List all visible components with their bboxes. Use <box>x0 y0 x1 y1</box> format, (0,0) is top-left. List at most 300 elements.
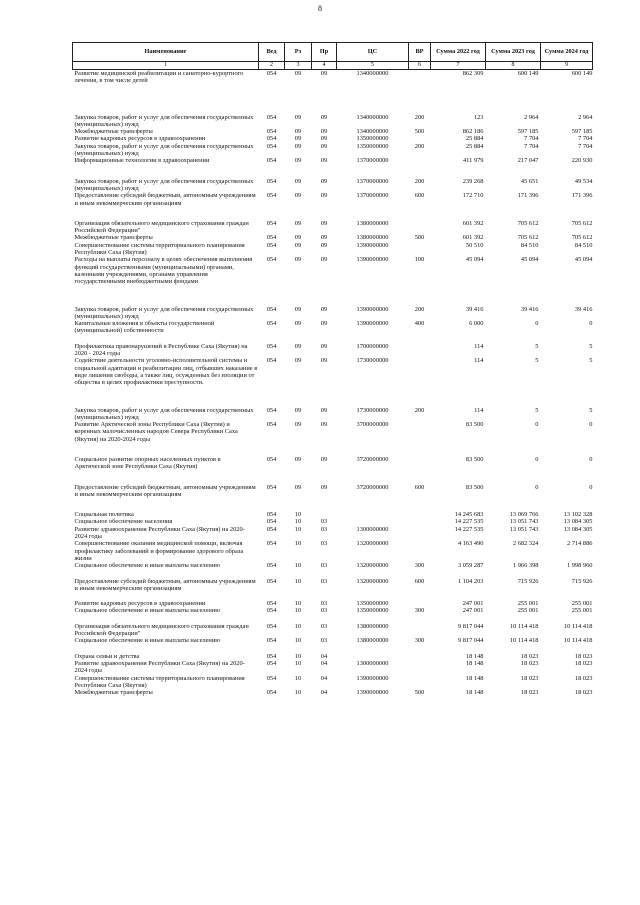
row-name: Расходы на выплаты персоналу в целях обеспечения выполнения функций государственными (муниципальными) органами, казенными учреждениями, органами управления государственными внебюджетными фондами <box>74 256 253 286</box>
row-cs: 1390000000 <box>356 241 389 249</box>
row-ved: 054 <box>266 622 277 630</box>
row-sum-2023: 18 023 <box>520 674 539 682</box>
row-cs: 1380000000 <box>356 219 389 227</box>
row-vr: 200 <box>414 406 425 414</box>
row-pr: 09 <box>320 177 328 185</box>
row-sum-2022: 411 979 <box>462 157 484 165</box>
row-vr: 600 <box>414 577 425 585</box>
row-sum-2023: 13 069 766 <box>509 511 539 519</box>
row-sum-2023: 45 651 <box>520 177 539 185</box>
row-ved: 054 <box>266 577 277 585</box>
table-row <box>73 540 593 562</box>
row-rz: 10 <box>294 689 302 697</box>
column-number: 2 <box>259 62 285 70</box>
row-rz: 09 <box>294 157 302 165</box>
row-vr <box>409 511 431 518</box>
row-sum-2023: 1 966 398 <box>512 562 539 570</box>
row-vr: 300 <box>414 637 425 645</box>
table-row <box>73 157 593 164</box>
column-number: 6 <box>409 62 431 70</box>
row-vr <box>409 135 431 142</box>
row-ved: 054 <box>266 305 277 313</box>
row-sum-2022: 18 148 <box>465 674 484 682</box>
row-sum-2023: 45 094 <box>520 256 539 264</box>
row-rz: 10 <box>294 562 302 570</box>
row-vr: 500 <box>414 234 425 242</box>
header-name: Наименование <box>73 43 259 62</box>
row-sum-2022: 3 059 287 <box>457 562 484 570</box>
row-spacer <box>73 443 593 456</box>
row-pr: 09 <box>320 256 328 264</box>
column-number: 4 <box>312 62 337 70</box>
row-spacer <box>73 615 593 623</box>
row-sum-2024: 10 114 418 <box>563 622 593 630</box>
row-cs: 1390000000 <box>356 320 389 328</box>
row-sum-2023: 39 416 <box>520 305 539 313</box>
row-pr: 03 <box>320 600 328 608</box>
row-ved: 054 <box>266 674 277 682</box>
row-rz: 09 <box>294 177 302 185</box>
row-spacer <box>73 645 593 653</box>
row-name: Информационные технологии в здравоохранении <box>74 157 210 165</box>
table-row <box>73 242 593 257</box>
row-rz: 09 <box>294 455 302 463</box>
header-rz: Рз <box>285 43 312 62</box>
header-sum-2022: Сумма 2022 год <box>431 43 486 62</box>
table-row <box>73 526 593 541</box>
row-vr: 600 <box>414 483 425 491</box>
row-ved: 054 <box>266 192 277 200</box>
row-name: Социальное развитие опорных населенных пунктов в Арктической зоне Республики Саха (Якутия) <box>74 455 221 471</box>
row-sum-2024: 1 998 960 <box>566 562 593 570</box>
row-name: Развитие Арктической зоны Республики Саха (Якутия) и коренных малочисленных народов Севера Республики Саха (Якутия) на 2020-2024 годы <box>74 421 238 443</box>
row-vr <box>409 600 431 607</box>
row-sum-2024: 7 704 <box>578 135 593 143</box>
row-sum-2024: 7 704 <box>578 142 593 150</box>
row-vr: 200 <box>414 305 425 313</box>
row-name: Совершенствование оказания медицинской помощи, включая профилактику заболеваний и формирование здорового образа жизни <box>74 540 244 562</box>
row-rz: 09 <box>294 256 302 264</box>
row-cs: 1390000000 <box>356 256 389 264</box>
table-row <box>73 518 593 525</box>
row-sum-2022: 123 <box>473 113 484 121</box>
row-sum-2024: 597 185 <box>571 128 593 136</box>
row-rz: 09 <box>294 70 302 77</box>
row-name: Развитие медицинской реабилитации и санаторно-курортного лечения, в том числе детей <box>74 70 244 85</box>
row-cs: 1350000000 <box>356 607 389 615</box>
table-row <box>73 600 593 607</box>
row-spacer-cell <box>73 471 593 484</box>
row-vr <box>409 675 431 690</box>
row-rz: 10 <box>294 600 302 608</box>
row-cs: 1320000000 <box>356 540 389 548</box>
table-row <box>73 343 593 358</box>
row-sum-2023: 13 051 743 <box>509 518 539 526</box>
row-ved: 054 <box>266 540 277 548</box>
row-spacer <box>73 85 593 114</box>
row-vr <box>409 357 431 386</box>
table-row <box>73 484 593 499</box>
row-vr <box>409 157 431 164</box>
table-row <box>73 653 593 660</box>
row-sum-2022: 83 500 <box>465 455 484 463</box>
row-cs: 1320000000 <box>356 577 389 585</box>
row-sum-2024: 13 084 305 <box>563 525 593 533</box>
row-sum-2022: 14 227 535 <box>454 518 484 526</box>
table-row <box>73 114 593 129</box>
row-name: Организация обязательного медицинского страхования граждан Российской Федерации" <box>74 622 249 638</box>
table-row <box>73 70 593 85</box>
row-cs: 1380000000 <box>356 622 389 630</box>
row-cs: 1340000000 <box>356 128 389 136</box>
row-spacer <box>73 471 593 484</box>
row-spacer-cell <box>73 286 593 306</box>
row-spacer <box>73 592 593 600</box>
table-row <box>73 143 593 158</box>
row-rz: 09 <box>294 234 302 242</box>
column-number-row <box>73 62 593 70</box>
row-pr: 09 <box>320 357 328 365</box>
row-name: Социальное обеспечение и иные выплаты населению <box>74 607 221 615</box>
row-name: Организация обязательного медицинского страхования граждан Российской Федерации" <box>74 219 249 235</box>
row-name: Предоставление субсидий бюджетным, автономным учреждениям и иным некоммерческим организациям <box>74 577 256 592</box>
row-sum-2023: 705 612 <box>517 234 539 242</box>
row-vr <box>409 343 431 358</box>
row-pr: 04 <box>320 689 328 697</box>
row-sum-2023: 255 001 <box>517 600 539 608</box>
row-name: Социальное обеспечение и иные выплаты населению <box>74 637 221 645</box>
row-pr: 09 <box>320 320 328 328</box>
row-vr: 200 <box>414 113 425 121</box>
row-sum-2024: 39 416 <box>574 305 593 313</box>
table-row <box>73 689 593 696</box>
row-rz: 09 <box>294 241 302 249</box>
row-sum-2024: 18 023 <box>574 652 593 660</box>
row-vr: 500 <box>414 128 425 136</box>
row-rz: 10 <box>294 518 302 526</box>
row-pr: 09 <box>320 406 328 414</box>
row-sum-2022: 25 884 <box>465 142 484 150</box>
row-sum-2023: 217 047 <box>517 157 539 165</box>
row-name: Развитие кадровых ресурсов в здравоохранении <box>74 135 206 143</box>
row-sum-2023: 0 <box>535 483 539 491</box>
row-vr <box>409 220 431 235</box>
row-pr: 09 <box>320 135 328 143</box>
row-spacer <box>73 286 593 306</box>
row-name: Содействие деятельности уголовно-исполнительной системы и социальной адаптации и реабилитации лиц, отбывших наказание в виде лишения свободы, а также лиц, осужденных без изоляции от общества в целях профилактики преступности. <box>74 357 258 387</box>
row-name: Совершенствование системы территориального планирования Республики Саха (Якутия) <box>74 674 245 689</box>
row-sum-2022: 1 104 203 <box>457 577 484 585</box>
row-rz: 09 <box>294 192 302 200</box>
table-row <box>73 562 593 569</box>
row-vr <box>409 70 431 85</box>
row-rz: 10 <box>294 674 302 682</box>
row-sum-2024: 2 714 886 <box>566 540 593 548</box>
row-ved: 054 <box>266 177 277 185</box>
row-cs: 1340000000 <box>356 70 389 77</box>
row-rz: 10 <box>294 511 302 519</box>
row-spacer <box>73 165 593 178</box>
row-pr: 09 <box>320 128 328 136</box>
row-ved: 054 <box>266 241 277 249</box>
row-sum-2022: 239 268 <box>462 177 484 185</box>
table-row <box>73 660 593 675</box>
row-vr: 300 <box>414 607 425 615</box>
row-pr: 09 <box>320 234 328 242</box>
column-number: 1 <box>73 62 259 70</box>
row-sum-2023: 600 149 <box>517 70 539 77</box>
row-sum-2024: 715 926 <box>571 577 593 585</box>
row-name: Развитие здравоохранения Республики Саха (Якутия) на 2020-2024 годы <box>74 659 245 675</box>
row-sum-2022: 4 163 490 <box>457 540 484 548</box>
row-sum-2022: 114 <box>474 342 484 350</box>
row-pr: 03 <box>320 562 328 570</box>
row-sum-2024: 10 114 418 <box>563 637 593 645</box>
row-ved: 054 <box>266 70 277 77</box>
row-name: Охрана семьи и детства <box>74 652 140 660</box>
row-name: Закупка товаров, работ и услуг для обеспечения государственных (муниципальных) нужд <box>74 113 254 128</box>
row-cs: 1380000000 <box>356 637 389 645</box>
table-row <box>73 192 593 207</box>
row-pr: 09 <box>320 241 328 249</box>
row-pr: 04 <box>320 652 328 660</box>
row-sum-2023: 0 <box>535 320 539 328</box>
row-ved: 054 <box>266 518 277 526</box>
row-rz: 09 <box>294 142 302 150</box>
row-sum-2022: 14 245 683 <box>454 511 484 519</box>
row-spacer-cell <box>73 387 593 407</box>
table-row <box>73 256 593 285</box>
row-sum-2024: 84 510 <box>574 241 593 249</box>
header-cs: ЦС <box>337 43 409 62</box>
row-pr: 03 <box>320 540 328 548</box>
row-sum-2022: 18 148 <box>465 659 484 667</box>
row-spacer-cell <box>73 165 593 178</box>
row-sum-2024: 45 094 <box>574 256 593 264</box>
row-sum-2022: 45 094 <box>465 256 484 264</box>
row-cs: 3720000000 <box>356 483 389 491</box>
header-sum-2024: Сумма 2024 год <box>541 43 593 62</box>
row-cs: 1390000000 <box>356 305 389 313</box>
row-sum-2022: 601 392 <box>462 219 484 227</box>
row-sum-2024: 0 <box>589 320 593 328</box>
row-rz: 09 <box>294 483 302 491</box>
row-vr <box>409 653 431 660</box>
row-sum-2022: 25 884 <box>465 135 484 143</box>
row-ved: 054 <box>266 342 277 350</box>
row-ved: 054 <box>266 652 277 660</box>
page-number: 8 <box>318 4 322 13</box>
row-sum-2023: 5 <box>535 342 539 350</box>
row-vr <box>409 540 431 562</box>
row-vr <box>409 623 431 638</box>
row-ved: 054 <box>266 256 277 264</box>
row-sum-2024: 705 612 <box>571 219 593 227</box>
row-vr: 100 <box>414 256 425 264</box>
row-rz: 09 <box>294 135 302 143</box>
row-cs: 1370000000 <box>356 157 389 165</box>
table-row <box>73 320 593 335</box>
row-name: Межбюджетные трансферты <box>74 689 153 697</box>
row-spacer-cell <box>73 498 593 511</box>
column-number: 9 <box>541 62 593 70</box>
row-sum-2023: 705 612 <box>517 219 539 227</box>
row-rz: 09 <box>294 305 302 313</box>
row-rz: 10 <box>294 540 302 548</box>
row-sum-2024: 600 149 <box>571 70 593 77</box>
row-sum-2022: 9 817 044 <box>457 622 484 630</box>
row-sum-2022: 18 148 <box>465 652 484 660</box>
table-row <box>73 234 593 241</box>
row-sum-2022: 83 500 <box>465 483 484 491</box>
row-sum-2022: 601 392 <box>462 234 484 242</box>
row-ved: 054 <box>266 511 277 519</box>
row-cs: 1350000000 <box>356 600 389 608</box>
row-cs: 1320000000 <box>356 562 389 570</box>
row-sum-2022: 247 001 <box>462 607 484 615</box>
row-sum-2023: 18 023 <box>520 689 539 697</box>
row-sum-2022: 39 416 <box>465 305 484 313</box>
table-row <box>73 357 593 386</box>
row-cs <box>337 511 409 518</box>
row-pr: 09 <box>320 219 328 227</box>
row-spacer-cell <box>73 645 593 653</box>
row-cs: 1340000000 <box>356 113 389 121</box>
row-sum-2023: 0 <box>535 455 539 463</box>
row-spacer <box>73 207 593 220</box>
row-rz: 10 <box>294 637 302 645</box>
row-ved: 054 <box>266 600 277 608</box>
row-sum-2024: 0 <box>589 455 593 463</box>
row-sum-2023: 10 114 418 <box>509 637 539 645</box>
row-sum-2023: 18 023 <box>520 652 539 660</box>
header-sum-2023: Сумма 2023 год <box>486 43 541 62</box>
row-cs <box>337 518 409 525</box>
row-sum-2023: 2 682 324 <box>512 540 539 548</box>
row-spacer-cell <box>73 85 593 114</box>
row-rz: 09 <box>294 113 302 121</box>
budget-table <box>72 42 593 696</box>
row-spacer-cell <box>73 207 593 220</box>
row-ved: 054 <box>266 357 277 365</box>
row-sum-2024: 5 <box>589 342 593 350</box>
row-cs <box>337 653 409 660</box>
row-vr <box>409 456 431 471</box>
row-pr: 04 <box>320 674 328 682</box>
header-ved: Вед <box>259 43 285 62</box>
row-cs: 1350000000 <box>356 142 389 150</box>
header-pr: Пр <box>312 43 337 62</box>
row-cs: 1730000000 <box>356 406 389 414</box>
row-sum-2022: 114 <box>474 357 484 365</box>
table-row <box>73 135 593 142</box>
row-spacer-cell <box>73 615 593 623</box>
row-name: Предоставление субсидий бюджетным, автономным учреждениям и иным некоммерческим организациям <box>74 483 256 498</box>
row-ved: 054 <box>266 659 277 667</box>
column-number: 8 <box>486 62 541 70</box>
row-sum-2024: 13 084 305 <box>563 518 593 526</box>
row-ved: 054 <box>266 113 277 121</box>
table-row <box>73 675 593 690</box>
row-pr: 04 <box>320 659 328 667</box>
row-spacer <box>73 498 593 511</box>
row-pr: 03 <box>320 637 328 645</box>
row-name: Капитальные вложения в объекты государственной (муниципальной) собственности <box>74 320 215 335</box>
row-pr: 09 <box>320 142 328 150</box>
row-name: Развитие здравоохранения Республики Саха (Якутия) на 2020-2024 годы <box>74 525 245 541</box>
row-sum-2022: 172 710 <box>462 192 484 200</box>
table-row <box>73 456 593 471</box>
row-sum-2024: 171 396 <box>571 192 593 200</box>
row-rz: 09 <box>294 406 302 414</box>
row-rz: 09 <box>294 357 302 365</box>
row-ved: 054 <box>266 406 277 414</box>
header-row <box>73 43 593 62</box>
row-name: Профилактика правонарушений в Республике Саха (Якутия) на 2020 - 2024 годы <box>74 342 248 358</box>
header-vr: ВР <box>409 43 431 62</box>
row-sum-2024: 705 612 <box>571 234 593 242</box>
row-spacer-cell <box>73 443 593 456</box>
row-name: Межбюджетные трансферты <box>74 128 153 136</box>
row-sum-2023: 171 396 <box>517 192 539 200</box>
row-vr <box>409 518 431 525</box>
row-name: Предоставление субсидий бюджетным, автономным учреждениям и иным некоммерческим организациям <box>74 192 256 207</box>
row-sum-2023: 5 <box>535 406 539 414</box>
row-sum-2024: 13 102 328 <box>563 511 593 519</box>
table-row <box>73 306 593 321</box>
row-rz: 09 <box>294 342 302 350</box>
row-sum-2022: 83 500 <box>465 421 484 429</box>
row-ved: 054 <box>266 421 277 429</box>
row-sum-2024: 2 964 <box>578 113 593 121</box>
row-spacer-cell <box>73 592 593 600</box>
table-row <box>73 407 593 422</box>
row-sum-2024: 5 <box>589 357 593 365</box>
row-ved: 054 <box>266 689 277 697</box>
row-rz: 09 <box>294 320 302 328</box>
row-ved: 054 <box>266 607 277 615</box>
row-pr: 03 <box>320 622 328 630</box>
row-rz: 10 <box>294 607 302 615</box>
table-row <box>73 623 593 638</box>
row-ved: 054 <box>266 157 277 165</box>
row-sum-2024: 49 534 <box>574 177 593 185</box>
row-pr: 03 <box>320 518 328 526</box>
row-sum-2022: 114 <box>474 406 484 414</box>
row-rz: 09 <box>294 421 302 429</box>
row-vr <box>409 421 431 443</box>
row-cs: 1700000000 <box>356 342 389 350</box>
row-sum-2022: 862 309 <box>462 70 484 77</box>
row-vr <box>409 660 431 675</box>
table-row <box>73 178 593 193</box>
row-name: Социальная политика <box>74 511 134 519</box>
row-ved: 054 <box>266 525 277 533</box>
row-pr: 09 <box>320 157 328 165</box>
row-name: Социальное обеспечение и иные выплаты населению <box>74 562 221 570</box>
row-ved: 054 <box>266 483 277 491</box>
row-vr: 200 <box>414 142 425 150</box>
row-pr: 09 <box>320 455 328 463</box>
row-rz: 10 <box>294 652 302 660</box>
row-vr: 300 <box>414 562 425 570</box>
row-ved: 054 <box>266 234 277 242</box>
table-row <box>73 578 593 593</box>
row-cs: 1350000000 <box>356 135 389 143</box>
table-row <box>73 607 593 614</box>
row-sum-2023: 7 704 <box>524 135 539 143</box>
row-sum-2024: 18 023 <box>574 674 593 682</box>
